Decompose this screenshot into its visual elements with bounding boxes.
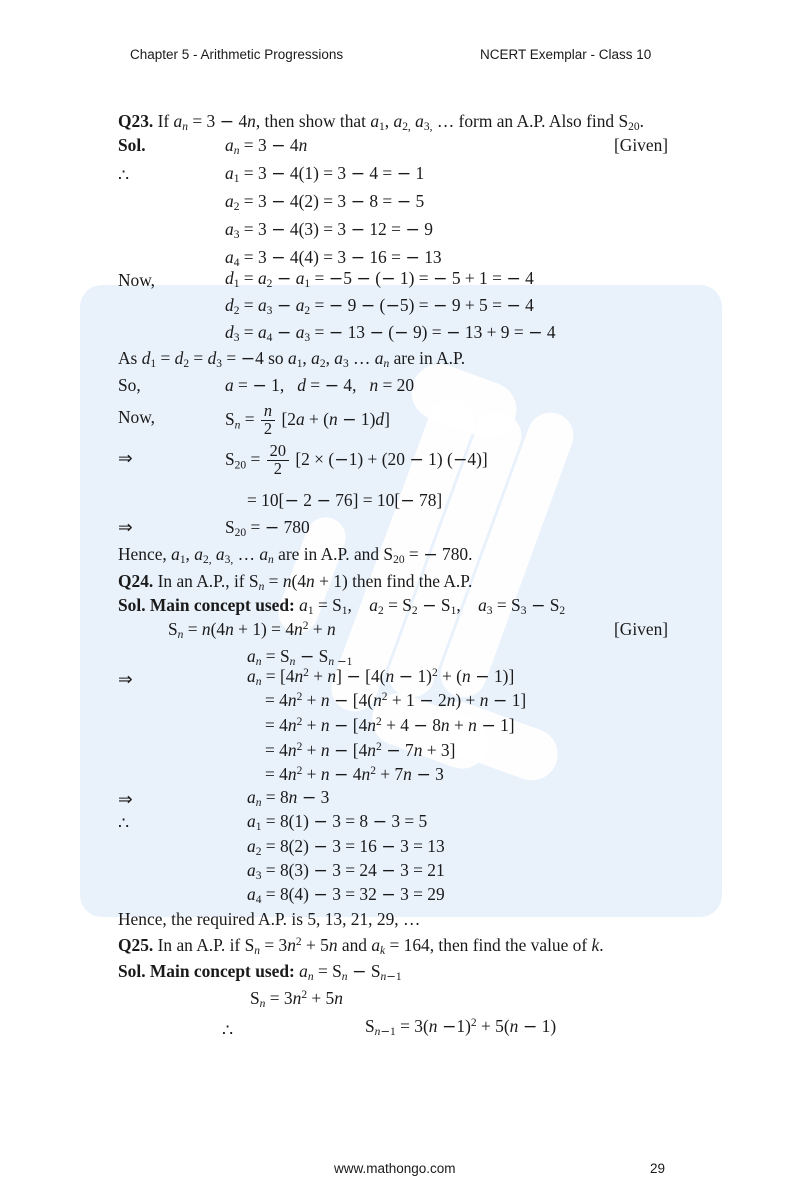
q23-line-8: $d_3 = a_4 - a_3$ = − 13 − (− 9) = − 13 + 9 = − 4 [225, 322, 556, 345]
q25-prompt: Q25. In an A.P. if $S_n = 3n^2 + 5n$ and $a_k = 164$, then find the value of k. [118, 935, 604, 958]
q23-sol-label: Sol. [118, 135, 146, 155]
q24-term-3: $a_3 = 8(3) - 3 = 24 - 3 = 21$ [247, 860, 445, 883]
q24-implies-2: ⇒ [118, 789, 133, 809]
q23-now-label-2: Now, [118, 407, 156, 427]
q23-final-answer: Hence, $a_1$, $a_{2,}$ $a_{3,}$ … $a_n$ are in A.P. and $S_{20}$ = − 780. [118, 544, 473, 567]
q23-sum-evaluated: = 10[− 2 − 76] = 10[− 78] [247, 490, 443, 511]
q23-line-4: $a_3 = 3 - 4(3) = 3 - 12$ = − 9 [225, 219, 433, 242]
q23-implies-1: ⇒ [118, 448, 133, 468]
q24-implies-1: ⇒ [118, 669, 133, 689]
q23-line-6: $d_1 = a_2 - a_1 = -5$ − (− 1) = − 5 + 1 = − 4 [225, 268, 534, 291]
q25-therefore-symbol: ∴ [222, 1020, 234, 1040]
q23-so-label: So, [118, 375, 141, 395]
q24-line-3: $a_n = [4n^2 + n] - [4(n - 1)^2 + (n - 1)]$ [247, 666, 515, 689]
q24-sol-concept: Sol. Main concept used: $a_1 = S_1$, $a_2 = S_2 - S_1$, $a_3 = S_3 - S_2$ [118, 595, 566, 618]
q24-term-4: $a_4 = 8(4) - 3 = 32 - 3 = 29$ [247, 884, 445, 907]
q23-prompt: Q23. If $a_n = 3 - 4n$, then show that $a_1$, $a_{2,}$ $a_{3,}$ … form an A.P. Also find $S_{20}$. [118, 111, 644, 134]
q24-given-tag: [Given] [614, 619, 669, 639]
q23-line-5: $a_4 = 3 - 4(4) = 3 - 16$ = − 13 [225, 247, 442, 270]
q24-term-2: $a_2 = 8(2) - 3 = 16 - 3 = 13$ [247, 836, 445, 859]
q24-line-2: $a_n = S_n - S_{n -1}$ [247, 646, 353, 669]
q23-now-label-1: Now, [118, 270, 156, 290]
footer-website[interactable]: www.mathongo.com [334, 1161, 456, 1176]
q24-term-1: $a_1 = 8(1) - 3 = 8 - 3 = 5$ [247, 811, 428, 834]
q24-line-5: = $4n^2 + n - [4n^2 + 4 - 8n + n - 1]$ [265, 715, 515, 736]
q23-given-tag: [Given] [614, 135, 669, 155]
q23-line-7: $d_2 = a_3 - a_2$ = − 9 − (−5) = − 9 + 5 = − 4 [225, 295, 534, 318]
q23-sum-result: $S_{20}$ = − 780 [225, 517, 310, 540]
q23-implies-2: ⇒ [118, 517, 133, 537]
header-chapter-title: Chapter 5 - Arithmetic Progressions [130, 47, 344, 62]
q23-line-3: $a_2 = 3 - 4(2) = 3 - 8$ = − 5 [225, 191, 425, 214]
q25-line-1: $S_n = 3n^2 + 5n$ [250, 988, 343, 1011]
q23-line-9: a = − 1, d = − 4, n = 20 [225, 375, 415, 396]
q25-line-2: $S_{n-1} = 3(n -1)^2 + 5(n - 1)$ [365, 1016, 557, 1039]
q23-sum-substituted: $S_{20}$ = $\frac{20}{2}$ [2 × (−1) + (20 − 1) (−4)] [225, 441, 488, 478]
q24-line-8: $a_n = 8n - 3$ [247, 787, 330, 810]
q23-line-2: $a_1 = 3 - 4(1) = 3 - 4$ = − 1 [225, 163, 425, 186]
q23-line-1: $a_n = 3 - 4n$ [225, 135, 308, 158]
q25-sol-concept: Sol. Main concept used: $a_n = S_n - S_{n-1}$ [118, 961, 402, 984]
q24-therefore-symbol: ∴ [118, 813, 130, 833]
q24-line-7: = $4n^2 + n - 4n^2 + 7n - 3$ [265, 764, 444, 785]
q24-line-1: $S_n = n(4n + 1) = 4n^2 + n$ [168, 619, 336, 642]
q23-conclusion-ap: As $d_1 = d_2 = d_3 = -4$ so $a_1$, $a_2$, $a_3$ … $a_n$ are in A.P. [118, 348, 466, 371]
q24-line-4: = $4n^2 + n - [4(n^2 + 1 - 2n) + n - 1]$ [265, 690, 527, 711]
q23-sum-formula: $S_n$ = $\frac{n}{2}$ [2a + (n − 1)d] [225, 401, 390, 438]
q24-final-answer: Hence, the required A.P. is 5, 13, 21, 29, … [118, 909, 421, 929]
q24-line-6: = $4n^2 + n - [4n^2 - 7n + 3]$ [265, 740, 456, 761]
footer-page-number: 29 [650, 1161, 666, 1176]
header-book-title: NCERT Exemplar - Class 10 [480, 47, 652, 62]
q23-therefore-symbol: ∴ [118, 165, 130, 185]
q24-prompt: Q24. In an A.P., if $S_n = n(4n + 1)$ then find the A.P. [118, 571, 473, 594]
